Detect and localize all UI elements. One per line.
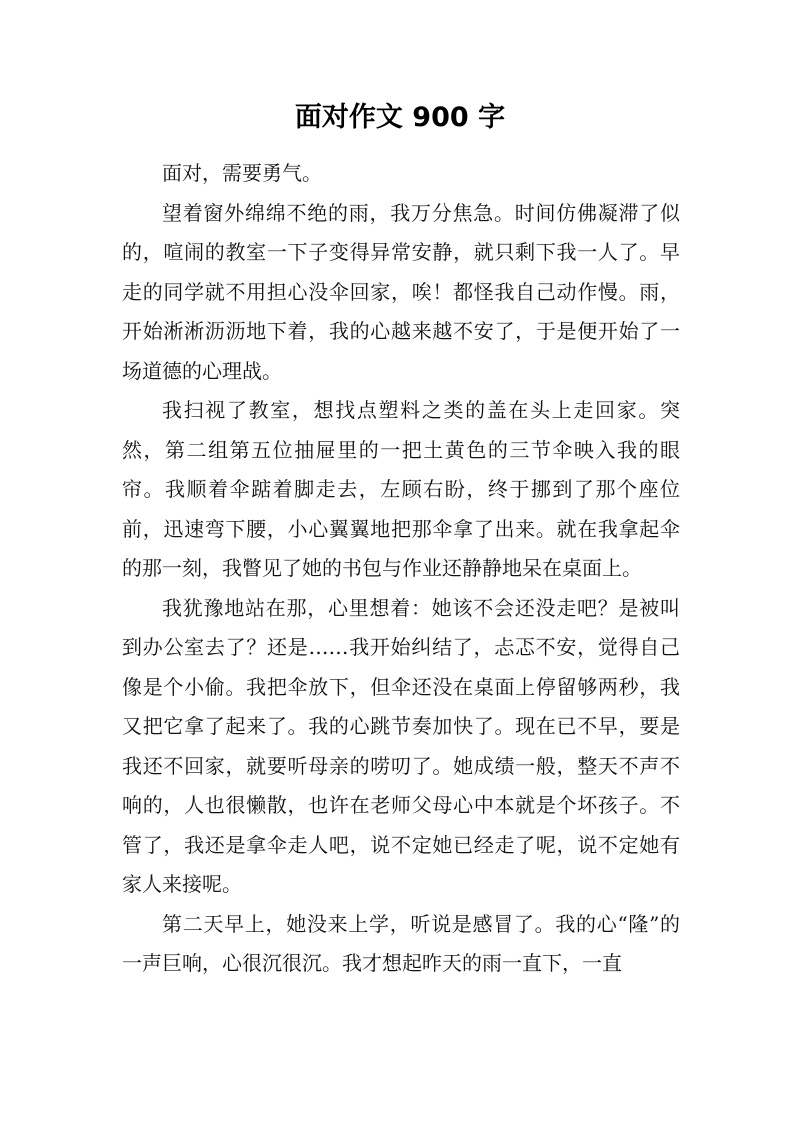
paragraph-2: 望着窗外绵绵不绝的雨，我万分焦急。时间仿佛凝滞了似的，喧闹的教室一下子变得异常安静，就只剩下我一人了。早走的同学就不用担心没伞回家，唉！都怪我自己动作慢。雨，开始淅淅沥沥地下着，我的心越来越不安了，于是便开始了一场道德的心理战。: [122, 200, 680, 383]
paragraph-4: 我犹豫地站在那，心里想着：她该不会还没走吧？是被叫到办公室去了？还是……我开始纠结了，忐忑不安，觉得自己像是个小偷。我把伞放下，但伞还没在桌面上停留够两秒，我又把它拿了起来了。我的心跳节奏加快了。现在已不早，要是我还不回家，就要听母亲的唠叨了。她成绩一般，整天不声不响的，人也很懒散，也许在老师父母心中本就是个坏孩子。不管了，我还是拿伞走人吧，说不定她已经走了呢，说不定她有家人来接呢。: [122, 595, 680, 896]
paragraph-3: 我扫视了教室，想找点塑料之类的盖在头上走回家。突然，第二组第五位抽屉里的一把土黄色的三节伞映入我的眼帘。我顺着伞踮着脚走去，左顾右盼，终于挪到了那个座位前，迅速弯下腰，小心翼翼地把那伞拿了出来。就在我拿起伞的那一刻，我瞥见了她的书包与作业还静静地呆在桌面上。: [122, 398, 680, 580]
paragraph-1: 面对，需要勇气。: [162, 161, 322, 185]
document-title: 面对作文 900 字: [294, 102, 506, 133]
paragraph-5: 第二天早上，她没来上学，听说是感冒了。我的心“隆”的一声巨响，心很沉很沉。我才想起昨天的雨一直下，一直: [122, 911, 680, 975]
document-body: [122, 154, 680, 984]
